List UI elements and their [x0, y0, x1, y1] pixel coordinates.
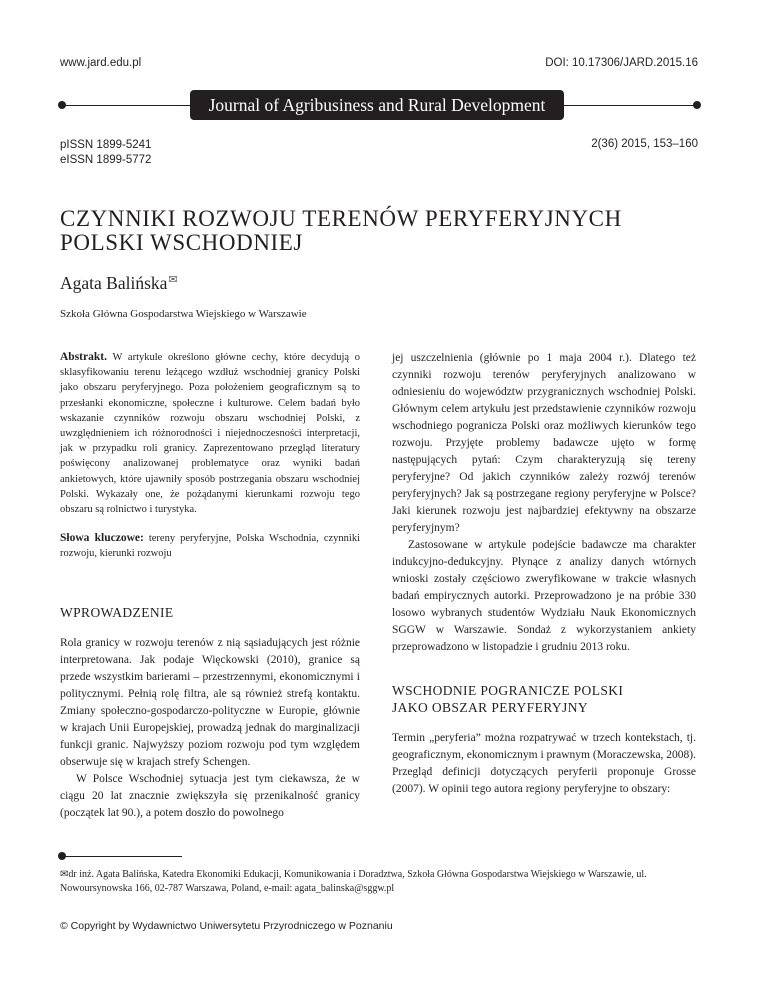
title-line-1: CZYNNIKI ROZWOJU TERENÓW PERYFERYJNYCH [60, 206, 622, 231]
footnote-rule [62, 856, 182, 857]
right-paragraph-3: Termin „peryferia” można rozpatrywać w trzech kontekstach, tj. geograficznym, ekonomicznym i prawnym (Moraczewska, 2008). Przegląd definicji dotyczących peryferii proponuje Grosse (2007). W opinii tego autora regiony peryferyjne to obszary: [392, 732, 697, 795]
keywords-text: tereny peryferyjne, Polska Wschodnia, czynniki rozwoju, kierunki rozwoju [60, 533, 360, 560]
section-heading [392, 682, 696, 716]
abstract [60, 350, 360, 517]
right-paragraph-2: Zastosowane w artykule podejście badawcze ma charakter indukcyjno-dedukcyjny. Płynące z analizy danych wtórnych wnioski zostały częściowo zweryfikowane w trakcie własnych badań empirycznych autorki. Przeprowadzono je na próbie 330 losowo wybranych studentów Wydziału Nauk Ekonomicznych SGGW w Warszawie. Sondaż z wykorzystaniem ankiety przeprowadzono w listopadzie i grudniu 2013 roku. [392, 539, 696, 653]
footnote-text: dr inż. Agata Balińska, Katedra Ekonomiki Edukacji, Komunikowania i Doradztwa, Szkoła Główna Gospodarstwa Wiejskiego w Warszawie, ul. Nowoursynowska 166, 02-787 Warszawa, Poland, e-mail: agata_balinska@sggw.pl [60, 869, 647, 894]
intro-paragraph-2: W Polsce Wschodniej sytuacja jest tym ciekawsza, że w ciągu 20 lat znacznie zwiększyła się przenikalność granicy (początek lat 90.), a potem doszło do powolnego [60, 772, 360, 819]
keywords [60, 531, 360, 561]
footnote [60, 868, 700, 896]
doi: DOI: 10.17306/JARD.2015.16 [545, 57, 698, 69]
right-column [392, 350, 696, 798]
footnote-envelope-icon: ✉ [60, 869, 69, 880]
keywords-label: Słowa kluczowe: [60, 532, 144, 545]
article-title [60, 207, 700, 255]
intro-paragraph-1: Rola granicy w rozwoju terenów z nią sąsiadujących jest różnie interpretowana. Jak podaje Więckowski (2010), granice są przede wszystkim barierami – przestrzennymi, ekonomicznymi i politycznymi. Pełnią rolę filtra, ale są również strefą kontaktu. Zmiany społeczno-gospodarczo-polityczne w Europie, głównie w krajach Unii Europejskiej, prowadzą jednak do marginalizacji funkcji granic. Najwyższy poziom rozwoju pod tym względem obserwuje się w krajach strefy Schengen. [60, 636, 360, 768]
abstract-text: W artykule określono główne cechy, które decydują o sklasyfikowaniu terenu leżącego wzdłuż wschodniej granicy Polski jako obszaru peryferyjnego. Poza położeniem geograficznym są to przesłanki ekonomiczne, społeczne i kulturowe. Celem badań było wskazanie czynników rozwoju obszaru wschodniej Polski, z uwzględnieniem ich różnorodności i niejednoczesności interpretacji, jak w przypadku roli granicy. Zaprezentowano przegląd literatury poświęcony analizowanej problematyce oraz wyniki badań ankietowych, które ujawniły sposób postrzegania obszaru wschodniej Polski. Wykazały one, że pożądanymi kierunkami rozwoju tego obszaru są rolnictwo i turystyka. [60, 352, 360, 516]
abstract-label: Abstrakt. [60, 351, 107, 363]
pissn: pISSN 1899-5241 [60, 139, 152, 151]
affiliation: Szkoła Główna Gospodarstwa Wiejskiego w Warszawie [60, 308, 307, 320]
journal-banner: Journal of Agribusiness and Rural Development [190, 90, 564, 120]
website-url[interactable]: www.jard.edu.pl [60, 57, 142, 69]
section-heading-line-1: WSCHODNIE POGRANICZE POLSKI [392, 683, 624, 698]
right-paragraph-1: jej uszczelnienia (głównie po 1 maja 2004 r.). Dlatego też czynniki rozwoju terenów peryferyjnych analizowano w odniesieniu do województw przygranicznych wschodniej Polski. Głównym celem artykułu jest przedstawienie czynników rozwoju wschodniego pogranicza Polski oraz możliwych kierunków tego rozwoju. Przyjęte problemy badawcze ujęto w formę następujących pytań: Czym charakteryzują się tereny peryferyjne? Od jakich czynników zależy rozwój terenów peryferyjnych? Jak są postrzegane regiony peryferyjne w Polsce? Jaki kierunek rozwoju jest najbardziej efektywny na obszarze peryferyjnym? [392, 352, 696, 534]
intro-heading: WPROWADZENIE [60, 604, 174, 620]
copyright: © Copyright by Wydawnictwo Uniwersytetu Przyrodniczego w Poznaniu [60, 920, 393, 932]
header-rule-right-dot [693, 101, 701, 109]
author [60, 273, 178, 294]
envelope-icon: ✉ [168, 274, 178, 286]
issue-pages: 2(36) 2015, 153–160 [591, 138, 698, 150]
header-rule-right [563, 105, 697, 106]
header-rule-left [62, 105, 192, 106]
eissn: eISSN 1899-5772 [60, 154, 152, 166]
issn-block [60, 138, 151, 168]
section-heading-line-2: JAKO OBSZAR PERYFERYJNY [392, 700, 588, 715]
author-name: Agata Balińska [60, 273, 168, 293]
left-column [60, 350, 360, 822]
title-line-2: POLSKI WSCHODNIEJ [60, 230, 303, 255]
